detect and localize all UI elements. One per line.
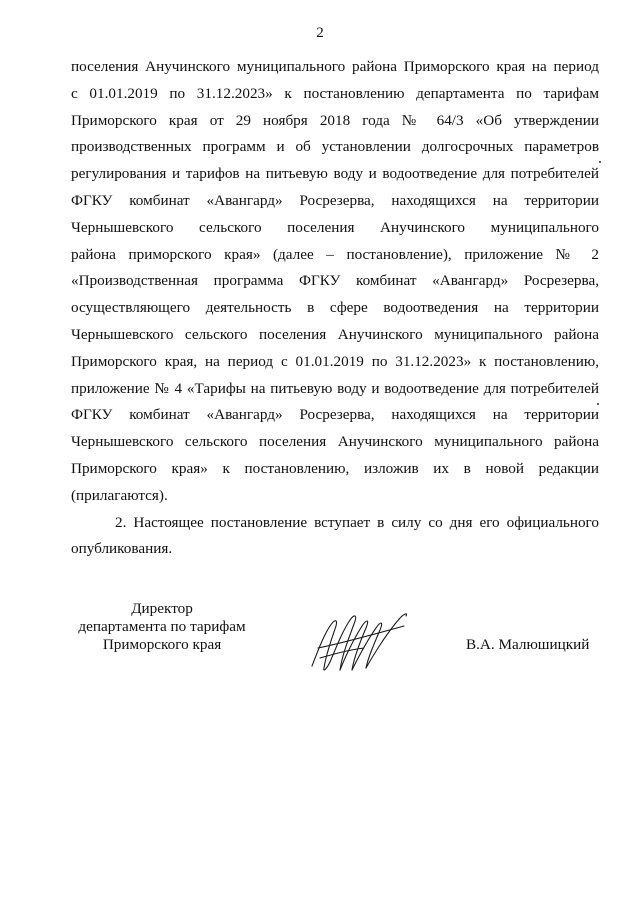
body-line: производственных программ и об установлении долгосрочных параметров xyxy=(71,138,599,156)
handwritten-signature xyxy=(308,608,412,674)
body-line: (прилагаются). xyxy=(71,486,168,504)
page-number: 2 xyxy=(316,25,324,41)
signer-position-line: Приморского края xyxy=(102,636,222,653)
body-line: регулирования и тарифов на питьевую воду и водоотведение для потребителей xyxy=(71,165,599,183)
signer-position xyxy=(62,600,262,654)
body-line: поселения Анучинского муниципального района Приморского края на период xyxy=(71,58,599,75)
body-line: осуществляющего деятельность в сфере водоотведения на территории xyxy=(71,299,599,317)
body-line: Приморского края, на период с 01.01.2019 по 31.12.2023» к постановлению, xyxy=(71,352,599,370)
body-line: ФГКУ комбинат «Авангард» Росрезерва, находящихся на территории xyxy=(71,191,599,209)
body-line: с 01.01.2019 по 31.12.2023» к постановлению департамента по тарифам xyxy=(71,84,599,102)
body-line: Чернышевского сельского поселения Анучинского муниципального района xyxy=(71,433,599,451)
signature-block xyxy=(0,600,640,680)
paragraph-2-line: опубликования. xyxy=(71,540,173,558)
body-line: района приморского края» (далее – постановление), приложение № 2 xyxy=(71,245,599,263)
signer-position-line: Директор xyxy=(131,600,193,617)
signer-position-line: департамента по тарифам xyxy=(78,618,246,635)
document-body xyxy=(71,54,599,563)
signer-name: В.А. Малюшицкий xyxy=(466,636,590,653)
body-line: ФГКУ комбинат «Авангард» Росрезерва, находящихся на территории xyxy=(71,406,599,424)
scan-speck xyxy=(597,403,599,405)
body-line: «Производственная программа ФГКУ комбинат «Авангард» Росрезерва, xyxy=(71,272,599,290)
body-line: Чернышевского сельского поселения Анучинского муниципального района xyxy=(71,325,599,343)
body-line: приложение № 4 «Тарифы на питьевую воду и водоотведение для потребителей xyxy=(71,379,599,397)
body-line: Приморского края» к постановлению, изложив их в новой редакции xyxy=(71,459,599,477)
body-line: Приморского края от 29 ноября 2018 года № 64/3 «Об утверждении xyxy=(71,111,599,129)
scan-speck xyxy=(599,161,601,163)
paragraph-2-line: 2. Настоящее постановление вступает в силу со дня его официального xyxy=(115,513,599,531)
body-line: Чернышевского сельского поселения Анучинского муниципального xyxy=(71,218,599,236)
